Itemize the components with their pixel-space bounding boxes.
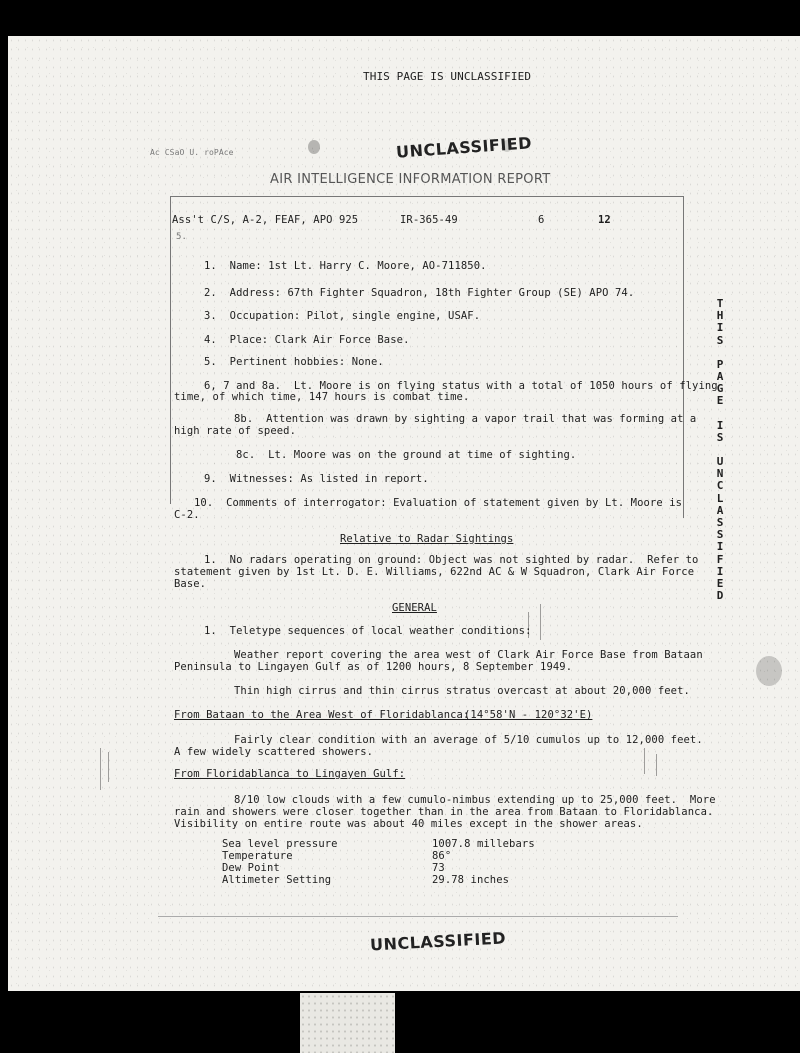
item-attention-line-1: 8b. Attention was drawn by sighting a vapor trail that was forming at a	[234, 413, 697, 425]
form-left-rule	[170, 196, 171, 504]
section-bataan-coordinates: (14°58'N - 120°32'E)	[464, 709, 593, 721]
weather-intro: 1. Teletype sequences of local weather conditions:	[204, 625, 532, 637]
section-floridablanca-line-3: Visibility on entire route was about 40 miles except in the shower areas.	[174, 818, 643, 830]
section-floridablanca-line-2: rain and showers were closer together than in the area from Bataan to Floridablanca.	[174, 806, 714, 818]
section-floridablanca-line-1: 8/10 low clouds with a few cumulo-nimbus extending up to 25,000 feet. More	[234, 794, 716, 806]
weather-report-line-2: Peninsula to Lingayen Gulf as of 1200 hours, 8 September 1949.	[174, 661, 573, 673]
faint-origin-text: Ac CSaO U. roPAce	[150, 148, 234, 157]
weather-table-label: Sea level pressure	[222, 838, 338, 850]
radar-line-2: statement given by 1st Lt. D. E. Williams, 622nd AC & W Squadron, Clark Air Force	[174, 566, 695, 578]
radar-heading: Relative to Radar Sightings	[340, 533, 514, 545]
form-top-rule	[170, 196, 684, 197]
scan-scratch	[108, 752, 109, 782]
paragraph-mark: 5.	[176, 232, 188, 242]
item-name: 1. Name: 1st Lt. Harry C. Moore, AO-711850.	[204, 260, 487, 272]
side-letter: A	[716, 503, 724, 517]
side-letter: G	[716, 382, 724, 396]
side-letter: P	[716, 357, 724, 371]
section-bataan-heading: From Bataan to the Area West of Floridablanca:	[174, 709, 470, 721]
footer-rule	[158, 916, 678, 917]
side-letter: I	[716, 418, 724, 432]
side-letter: I	[716, 540, 724, 554]
side-letter: E	[716, 577, 724, 591]
weather-table-value: 86°	[432, 850, 452, 862]
section-bataan-line-2: A few widely scattered showers.	[174, 746, 374, 758]
item-address: 2. Address: 67th Fighter Squadron, 18th Fighter Group (SE) APO 74.	[204, 287, 635, 299]
side-letter: S	[716, 333, 724, 347]
form-right-rule	[683, 196, 684, 518]
weather-table-label: Altimeter Setting	[222, 874, 332, 886]
document-page	[8, 36, 800, 991]
side-letter: I	[716, 564, 724, 578]
side-letter: N	[716, 467, 724, 481]
scan-smudge	[756, 656, 782, 686]
item-place: 4. Place: Clark Air Force Base.	[204, 334, 410, 346]
item-location: 8c. Lt. Moore was on the ground at time of sighting.	[236, 449, 577, 461]
scan-scratch	[100, 748, 101, 790]
section-floridablanca-heading: From Floridablanca to Lingayen Gulf:	[174, 768, 406, 780]
side-letter: A	[716, 370, 724, 384]
scan-scratch	[540, 604, 541, 640]
classification-header: THIS PAGE IS UNCLASSIFIED	[363, 70, 532, 83]
cirrus-line: Thin high cirrus and thin cirrus stratus overcast at about 20,000 feet.	[234, 685, 690, 697]
classification-stamp-top: UNCLASSIFIED	[395, 133, 533, 162]
report-number: IR-365-49	[400, 214, 458, 226]
weather-table-label: Temperature	[222, 850, 293, 862]
item-comments-line-1: 10. Comments of interrogator: Evaluation of statement given by Lt. Moore is	[194, 497, 683, 509]
item-occupation: 3. Occupation: Pilot, single engine, USAF.	[204, 310, 481, 322]
scan-scratch	[644, 748, 645, 774]
side-letter: F	[716, 552, 724, 566]
side-letter: L	[716, 491, 724, 505]
weather-table-value: 73	[432, 862, 445, 874]
side-letter: C	[716, 479, 724, 493]
scan-scratch	[656, 754, 657, 776]
side-letter: I	[716, 321, 724, 335]
weather-table-value: 1007.8 millebars	[432, 838, 535, 850]
item-comments-line-2: C-2.	[174, 509, 200, 521]
radar-line-3: Base.	[174, 578, 207, 590]
scan-tab-strip	[300, 993, 395, 1053]
weather-table-label: Dew Point	[222, 862, 280, 874]
report-from: Ass't C/S, A-2, FEAF, APO 925	[172, 214, 359, 226]
side-classification-marking	[712, 298, 728, 602]
side-letter: S	[716, 430, 724, 444]
item-flying-status-line-1: 6, 7 and 8a. Lt. Moore is on flying status with a total of 1050 hours of flying	[204, 380, 718, 392]
page-total: 12	[598, 214, 611, 226]
report-title: AIR INTELLIGENCE INFORMATION REPORT	[270, 172, 551, 187]
side-letter: U	[716, 455, 724, 469]
section-bataan-line-1: Fairly clear condition with an average of 5/10 cumulos up to 12,000 feet.	[234, 734, 703, 746]
side-letter: E	[716, 394, 724, 408]
scan-smudge	[308, 140, 320, 154]
item-witnesses: 9. Witnesses: As listed in report.	[204, 473, 429, 485]
radar-line-1: 1. No radars operating on ground: Object was not sighted by radar. Refer to	[204, 554, 699, 566]
item-hobbies: 5. Pertinent hobbies: None.	[204, 356, 384, 368]
weather-report-line-1: Weather report covering the area west of Clark Air Force Base from Bataan	[234, 649, 703, 661]
side-letter: T	[716, 297, 724, 310]
side-letter: S	[716, 528, 724, 542]
side-letter: H	[716, 309, 724, 323]
general-heading: GENERAL	[392, 602, 437, 614]
side-letter: D	[716, 589, 724, 603]
side-letter: S	[716, 516, 724, 530]
weather-table-value: 29.78 inches	[432, 874, 510, 886]
page-number: 6	[538, 214, 545, 226]
classification-stamp-bottom: UNCLASSIFIED	[369, 928, 507, 955]
item-attention-line-2: high rate of speed.	[174, 425, 297, 437]
item-flying-status-line-2: time, of which time, 147 hours is combat time.	[174, 391, 470, 403]
